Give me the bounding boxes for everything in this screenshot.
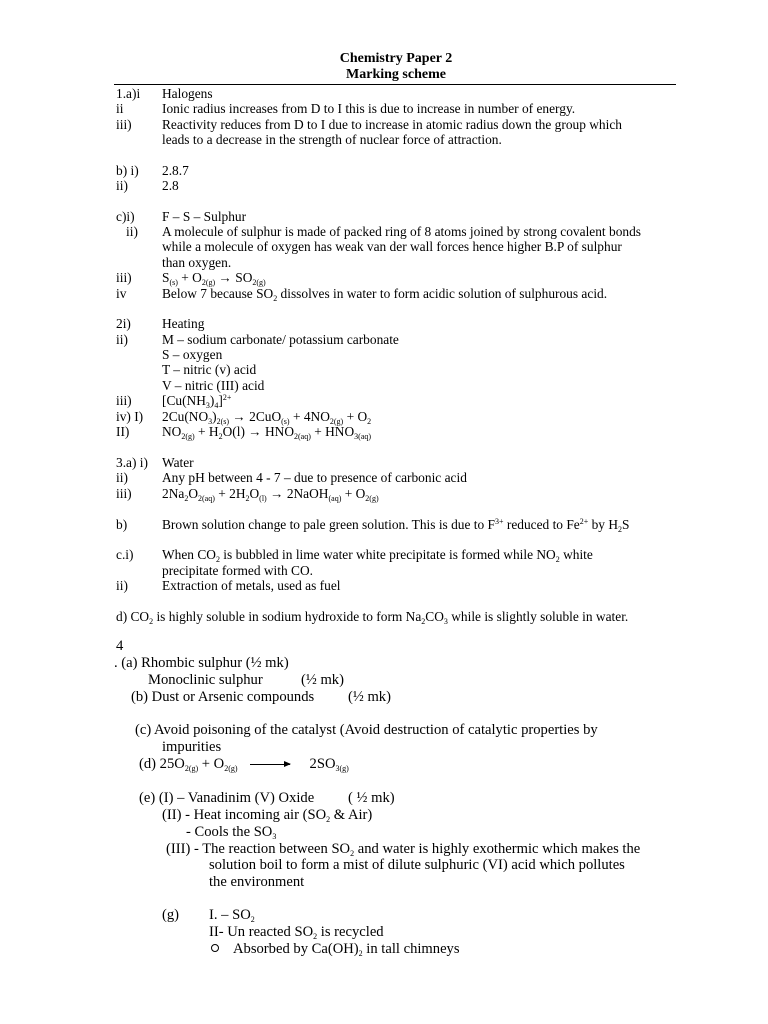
q2-iv-II-label: II) [116,424,130,439]
q3a-label: 3.a) i) [116,455,148,470]
q3c-ii-label: ii) [116,578,128,593]
q4e-II-cools: - Cools the $SO_3$ [186,824,277,841]
q4c-line2: impurities [162,739,222,755]
q1c-ii-answer-line2: while a molecule of oxygen has weak van der wall forces hence higher B.P of sulphur [162,239,622,254]
q3a-iii-equation: $2Na_2O_{2(aq)} + 2H_2O_{(l)}$ → 2NaOH$_{(aq)}$ + $O_{2(g)}$ [162,486,379,503]
q4g-II-answer: II- Un reacted $SO_2$ is recycled [209,924,384,941]
q4e-III-line3: the environment [209,874,305,890]
q4e-II-answer: (II) - Heat incoming air ($SO_2$ & Air) [162,807,373,824]
q2-iii-label: iii) [116,393,132,408]
q1c-i-answer: F – S – Sulphur [162,209,247,224]
q3a-iii-label: iii) [116,486,132,501]
page-subtitle: Marking scheme [346,67,446,82]
q3b-answer: Brown solution change to pale green solution. This is due to $F^{3+}$ reduced to $Fe^{2+}$ by $H_2S$ [162,517,630,534]
q2-ii-answer-t: T – nitric (v) acid [162,362,257,377]
q1c-iv-answer: Below 7 because $SO_2$ dissolves in water to form acidic solution of sulphurous acid. [162,286,608,303]
circle-bullet-icon [211,944,219,952]
q2-iv-II-equation: $NO_{2(g)} + H_2O(l) \to HNO_{2(aq)} + HNO_{3(aq)}$ [162,424,372,441]
q3d-answer: d) $CO_2$ is highly soluble in sodium hydroxide to form $Na_2CO_3$ while is slightly soluble in water. [116,609,629,626]
q1c-iii-equation: $S_{(s)} + O_{2(g)} \to SO_{2(g)}$ [162,270,266,287]
reaction-arrow-icon [250,764,290,765]
q4-number: 4 [116,638,124,654]
q4a-line2: Monoclinic sulphur [148,672,263,688]
q1b-ii-answer: 2.8 [162,178,179,193]
q1a-label: 1.a)i [116,86,141,101]
q4e-III-line2: solution boil to form a mist of dilute sulphuric (VI) acid which pollutes [209,857,625,873]
q2-iv-label: iv) I) [116,409,144,424]
q1c-iii-label: iii) [116,270,132,285]
header-rule [114,84,676,85]
q2-ii-answer-m: M – sodium carbonate/ potassium carbonate [162,332,399,347]
q4c-line1: (c) Avoid poisoning of the catalyst (Avoid destruction of catalytic properties by [135,722,598,738]
q2-iv-equation: $2Cu(NO_3)_{2(s)} \to 2CuO_{(s)} + 4NO_{2(g)} + O_2$ [162,409,372,426]
q2-ii-label: ii) [116,332,128,347]
q3a-ii-answer: Any pH between 4 - 7 – due to presence of carbonic acid [162,470,467,485]
q4b-mark: (½ mk) [348,689,391,705]
q3a-i-answer: Water [162,455,194,470]
q4e-I-mark: ( ½ mk) [348,790,395,806]
q1a-iii-answer-line2: leads to a decrease in the strength of nuclear force of attraction. [162,132,502,147]
q1a-iii-answer-line1: Reactivity reduces from D to I due to increase in atomic radius down the group which [162,117,622,132]
q3c-ii-answer: Extraction of metals, used as fuel [162,578,341,593]
q4g-bullet-item: Absorbed by $Ca(OH)_2$ in tall chimneys [211,941,460,958]
q1a-iii-label: iii) [116,117,132,132]
q1b-i-answer: 2.8.7 [162,163,189,178]
q1b-ii-label: ii) [116,178,128,193]
q2-i-label: 2i) [116,316,131,331]
q3c-i-answer-line1: When $CO_2$ is bubbled in lime water white precipitate is formed while $NO_2$ white [162,547,593,564]
q4g-label: (g) [162,907,180,923]
q2-iii-formula: $[Cu(NH_3)_4]^{2+}$ [162,393,232,410]
q4e-III-line1: (III) - The reaction between $SO_2$ and water is highly exothermic which makes the [166,841,641,858]
q1a-i-answer: Halogens [162,86,213,101]
page-title: Chemistry Paper 2 [339,51,453,66]
q1c-iv-label: iv [116,286,127,301]
q4d-equation: (d) $25O_{2(g)} + O_{2(g)}$ $2SO_{3(g)}$ [139,756,349,773]
q1c-ii-label: ii) [126,224,138,239]
q4g-I-answer: I. – $SO_2$ [209,907,255,924]
q1c-label: c)i) [116,209,135,224]
q3a-ii-label: ii) [116,470,128,485]
q1b-label: b) i) [116,163,139,178]
q2-i-answer: Heating [162,316,205,331]
q2-ii-answer-v: V – nitric (III) acid [162,378,265,393]
q3c-label: c.i) [116,547,134,562]
q3b-label: b) [116,517,128,532]
q1c-ii-answer-line1: A molecule of sulphur is made of packed ring of 8 atoms joined by strong covalent bonds [162,224,641,239]
q1c-ii-answer-line3: than oxygen. [162,255,232,270]
q4e-I-answer: (e) (I) – Vanadinim (V) Oxide [139,790,315,806]
q4a-line1: . (a) Rhombic sulphur (½ mk) [114,655,289,671]
q4b-answer: (b) Dust or Arsenic compounds [131,689,315,705]
q3c-i-answer-line2: precipitate formed with CO. [162,563,313,578]
q1a-ii-answer: Ionic radius increases from D to I this is due to increase in number of energy. [162,101,576,116]
q4a-line2-mark: (½ mk) [301,672,344,688]
q1a-ii-label: ii [116,101,124,116]
q2-ii-answer-s: S – oxygen [162,347,223,362]
